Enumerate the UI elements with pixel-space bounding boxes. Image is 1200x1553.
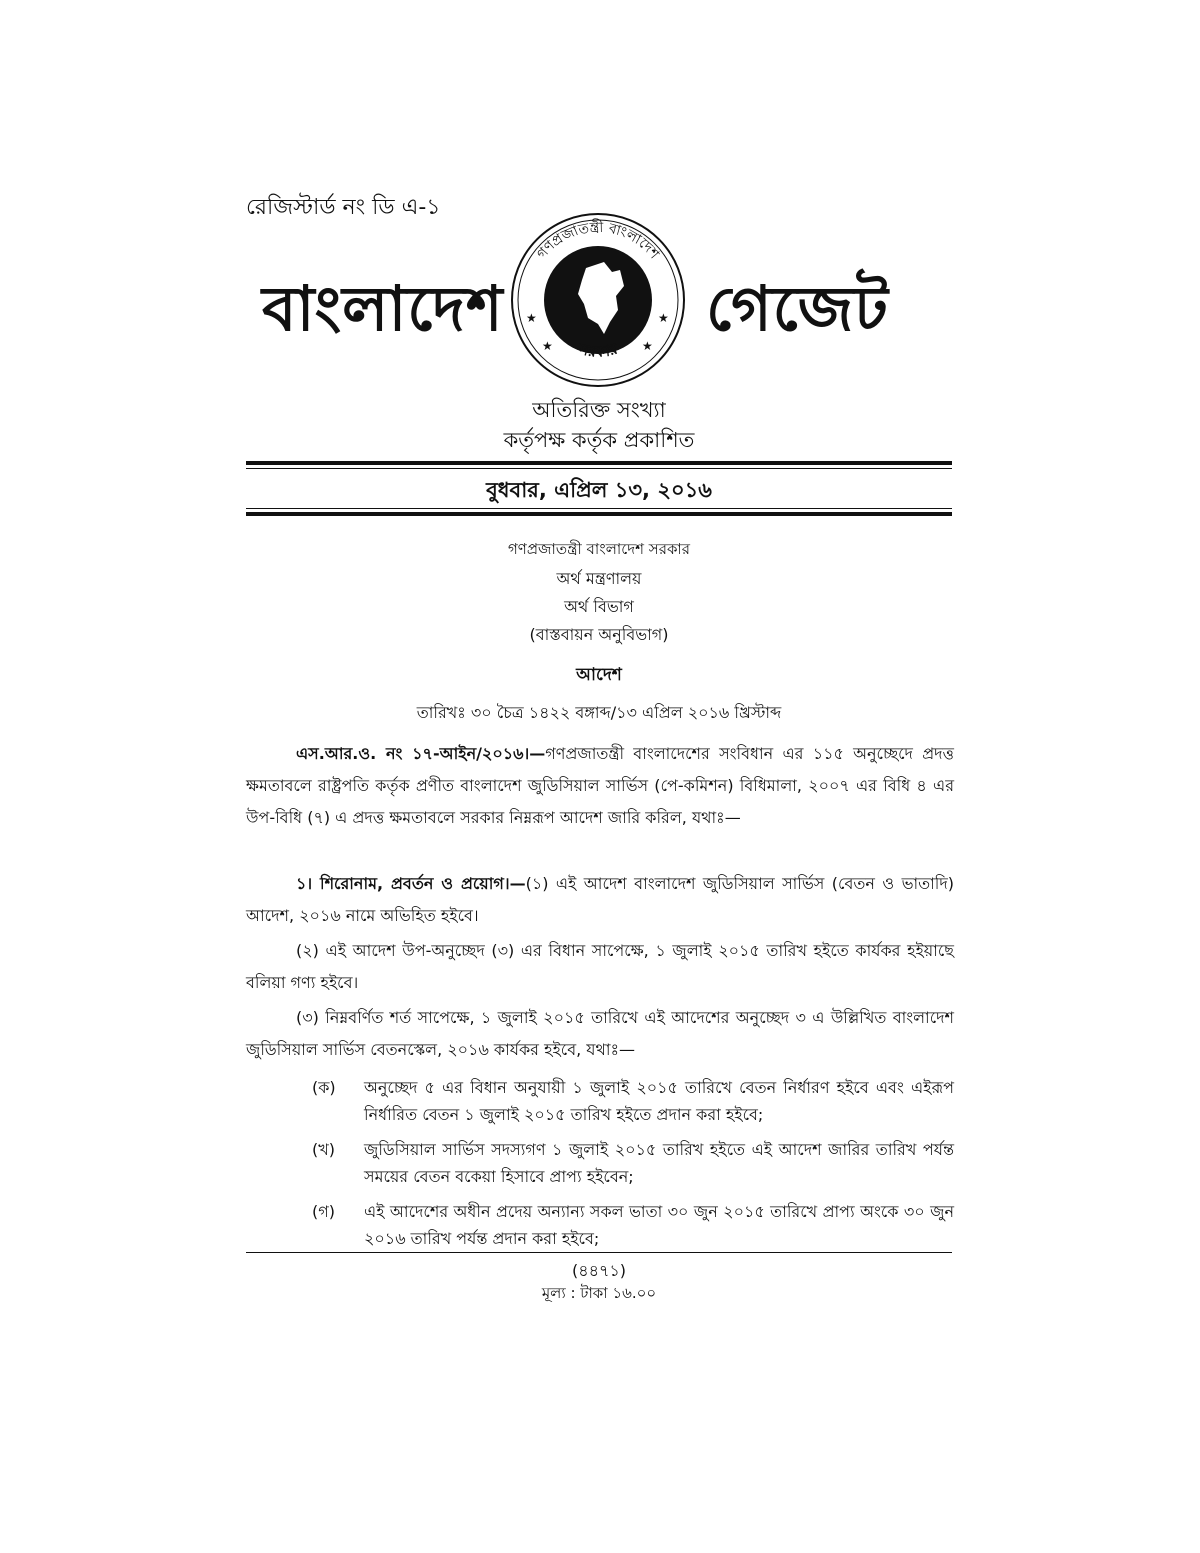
svg-text:★: ★ xyxy=(526,311,537,325)
list-item xyxy=(312,1136,954,1192)
bottom-rule-thick xyxy=(246,512,952,516)
sro-number: এস.আর.ও. নং ১৭-আইন/২০১৬।— xyxy=(296,744,546,763)
section-1-paragraph xyxy=(246,868,954,932)
masthead-right: গেজেট xyxy=(706,272,889,345)
division-name: অর্থ বিভাগ xyxy=(564,597,634,616)
extra-issue-label: অতিরিক্ত সংখ্যা xyxy=(532,398,666,422)
list-item-text: অনুচ্ছেদ ৫ এর বিধান অনুযায়ী ১ জুলাই ২০১৫ তারিখে বেতন নির্ধারণ হইবে এবং এইরূপ নির্ধারিত বেতন ১ জুলাই ২০১৫ তারিখ হইতে প্রদান করা হইবে; xyxy=(364,1078,954,1124)
svg-text:★: ★ xyxy=(642,339,653,353)
list-item-text: এই আদেশের অধীন প্রদেয় অন্যান্য সকল ভাতা ৩০ জুন ২০১৫ তারিখে প্রাপ্য অংকে ৩০ জুন ২০১৬ তারিখ পর্যন্ত প্রদান করা হইবে; xyxy=(364,1202,954,1248)
list-item-label: (ক) xyxy=(312,1078,336,1097)
bottom-rule-thin xyxy=(246,508,952,509)
government-seal-icon xyxy=(508,210,688,390)
section-1-heading: ১। শিরোনাম, প্রবর্তন ও প্রয়োগ।— xyxy=(296,874,526,893)
masthead-left: বাংলাদেশ xyxy=(262,272,504,345)
order-date: তারিখঃ ৩০ চৈত্র ১৪২২ বঙ্গাব্দ/১৩ এপ্রিল ২০১৬ খ্রিস্টাব্দ xyxy=(416,703,782,722)
section-1-text: (১) এই আদেশ বাংলাদেশ জুডিসিয়াল সার্ভিস (বেতন ও ভাতাদি) আদেশ, ২০১৬ নামে অভিহিত হইবে। xyxy=(246,874,955,925)
list-item-text: জুডিসিয়াল সার্ভিস সদস্যগণ ১ জুলাই ২০১৫ তারিখ হইতে এই আদেশ জারির তারিখ পর্যন্ত সময়ের বেতন বকেয়া হিসাবে প্রাপ্য হইবেন; xyxy=(364,1140,954,1186)
svg-text:গণপ্রজাতন্ত্রী বাংলাদেশ: গণপ্রজাতন্ত্রী বাংলাদেশ xyxy=(533,219,663,263)
published-by-label: কর্তৃপক্ষ কর্তৃক প্রকাশিত xyxy=(503,428,695,452)
section-1-sub-2: (২) এই আদেশ উপ-অনুচ্ছেদ (৩) এর বিধান সাপেক্ষে, ১ জুলাই ২০১৫ তারিখ হইতে কার্যকর হইয়াছে বলিয়া গণ্য হইবে। xyxy=(246,941,954,992)
list-item xyxy=(312,1198,954,1254)
sro-paragraph xyxy=(246,738,954,834)
top-rule-thin xyxy=(246,468,952,469)
list-item-label: (খ) xyxy=(312,1140,335,1159)
price-label: মূল্য : টাকা ১৬.০০ xyxy=(541,1284,657,1302)
government-name: গণপ্রজাতন্ত্রী বাংলাদেশ সরকার xyxy=(507,540,691,558)
registration-number: রেজিস্টার্ড নং ডি এ-১ xyxy=(246,195,441,220)
footer-rule xyxy=(246,1252,952,1253)
section-name: (বাস্তবায়ন অনুবিভাগ) xyxy=(529,625,669,644)
svg-text:সরকার: সরকার xyxy=(576,339,620,362)
ministry-name: অর্থ মন্ত্রণালয় xyxy=(556,569,642,588)
order-title: আদেশ xyxy=(576,665,622,685)
gazette-date: বুধবার, এপ্রিল ১৩, ২০১৬ xyxy=(486,478,712,502)
svg-text:★: ★ xyxy=(658,311,669,325)
list-item xyxy=(312,1074,954,1130)
top-rule-thick xyxy=(246,461,952,465)
svg-text:★: ★ xyxy=(542,339,553,353)
sro-text: গণপ্রজাতন্ত্রী বাংলাদেশের সংবিধান এর ১১৫ অনুচ্ছেদে প্রদত্ত ক্ষমতাবলে রাষ্ট্রপতি কর্তৃক প্রণীত বাংলাদেশ জুডিসিয়াল সার্ভিস (পে-কমিশন) বিধিমালা, ২০০৭ এর বিধি ৪ এর উপ-বিধি (৭) এ প্রদত্ত ক্ষমতাবলে সরকার নিম্নরূপ আদেশ জারি করিল, যথাঃ— xyxy=(246,744,954,827)
list-item-label: (গ) xyxy=(312,1202,335,1221)
page-number: (৪৪৭১) xyxy=(571,1261,627,1280)
section-1-sub-3: (৩) নিম্নবর্ণিত শর্ত সাপেক্ষে, ১ জুলাই ২০১৫ তারিখে এই আদেশের অনুচ্ছেদ ৩ এ উল্লিখিত বাংলাদেশ জুডিসিয়াল সার্ভিস বেতনস্কেল, ২০১৬ কার্যকর হইবে, যথাঃ— xyxy=(246,1008,954,1059)
